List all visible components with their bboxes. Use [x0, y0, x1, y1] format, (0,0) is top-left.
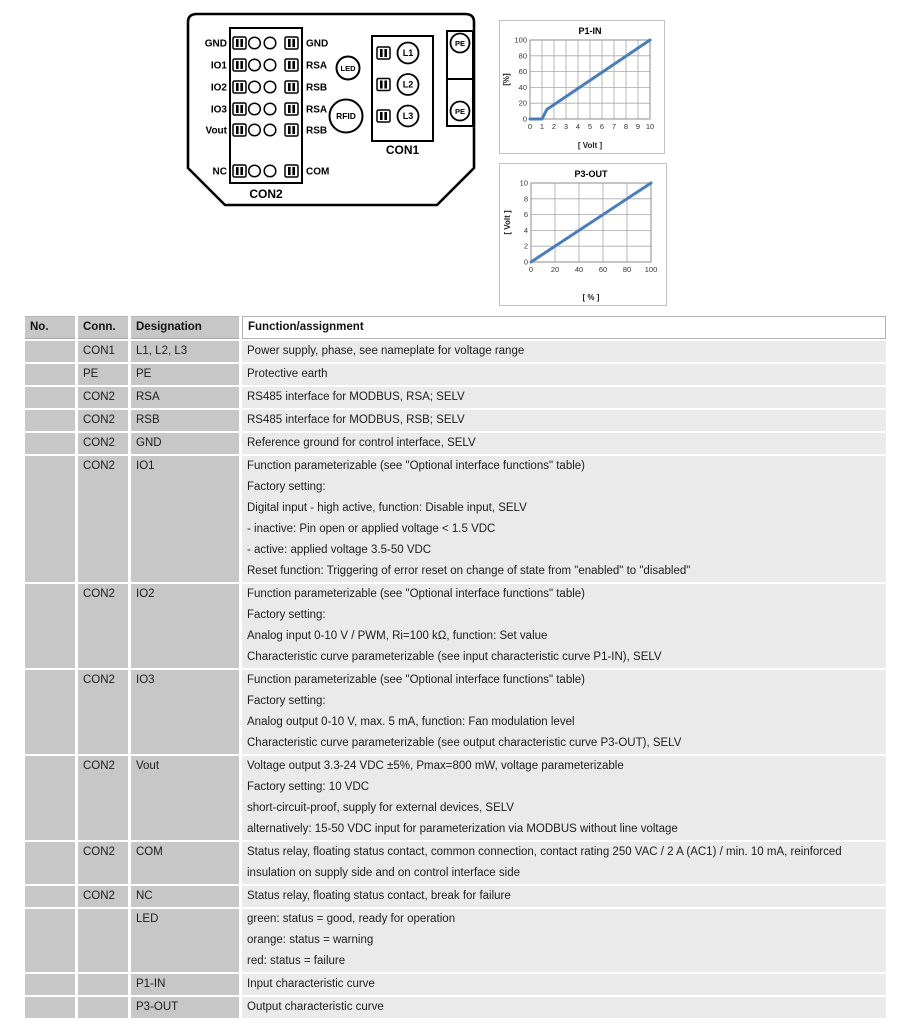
cell-designation: Vout — [131, 756, 239, 840]
con2-right-label: COM — [306, 166, 330, 178]
col-header-designation: Designation — [131, 316, 239, 339]
con2-left-label: IO3 — [210, 104, 227, 116]
function-line: Analog input 0-10 V / PWM, Ri=100 kΩ, function: Set value — [247, 630, 548, 642]
col-header-conn: Conn. — [78, 316, 128, 339]
cell-no — [25, 670, 75, 754]
x-tick-label: 4 — [575, 122, 581, 131]
cell-no — [25, 909, 75, 972]
x-tick-label: 6 — [599, 122, 605, 131]
function-line: short-circuit-proof, supply for external devices, SELV — [247, 802, 514, 814]
function-line: green: status = good, ready for operation — [247, 913, 456, 925]
led-label: LED — [340, 63, 356, 73]
cell-no — [25, 387, 75, 408]
chart-title: P1-IN — [578, 26, 602, 36]
x-tick-label: 20 — [550, 265, 560, 274]
function-line: red: status = failure — [247, 955, 346, 967]
connection-diagram — [186, 12, 476, 210]
cell-designation: IO2 — [131, 584, 239, 668]
connection-table — [25, 316, 886, 1020]
cell-no — [25, 584, 75, 668]
cell-function — [242, 997, 886, 1018]
x-tick-label: 8 — [623, 122, 629, 131]
table-row — [25, 364, 886, 385]
cell-no — [25, 341, 75, 362]
table-row — [25, 433, 886, 454]
curve-line — [531, 183, 651, 262]
function-line: Characteristic curve parameterizable (see input characteristic curve P1-IN), SELV — [247, 651, 662, 663]
chart-svg-p3-out — [500, 164, 666, 305]
y-tick-label: 0 — [523, 257, 528, 267]
cell-conn: PE — [78, 364, 128, 385]
x-axis-label: [ Volt ] — [577, 141, 603, 150]
con2-right-label: RSB — [306, 125, 328, 137]
cell-designation: IO1 — [131, 456, 239, 582]
x-tick-label: 0 — [528, 265, 534, 274]
cell-function — [242, 364, 886, 385]
table-row — [25, 410, 886, 431]
cell-conn: CON2 — [78, 670, 128, 754]
function-line: Factory setting: — [247, 481, 326, 493]
table-row — [25, 756, 886, 840]
cell-no — [25, 842, 75, 884]
cell-conn — [78, 997, 128, 1018]
cell-function — [242, 886, 886, 907]
chart-p3-out — [499, 163, 667, 306]
x-tick-label: 10 — [645, 122, 655, 131]
y-axis-label: [ Volt ] — [503, 210, 512, 235]
table-row — [25, 670, 886, 754]
x-tick-label: 100 — [644, 265, 658, 274]
cell-designation: LED — [131, 909, 239, 972]
con2-right-label: RSA — [306, 60, 328, 72]
cell-conn: CON2 — [78, 456, 128, 582]
cell-designation: COM — [131, 842, 239, 884]
function-line: Reset function: Triggering of error reset on change of state from "enabled" to "disabled" — [247, 565, 691, 577]
table-header-row — [25, 316, 886, 339]
y-tick-label: 4 — [523, 225, 528, 235]
table-row — [25, 909, 886, 972]
table-row — [25, 387, 886, 408]
cell-conn: CON1 — [78, 341, 128, 362]
table-body — [25, 341, 886, 1018]
cell-designation: IO3 — [131, 670, 239, 754]
cell-no — [25, 997, 75, 1018]
x-axis-label: [ % ] — [582, 293, 600, 302]
y-tick-label: 40 — [518, 82, 527, 92]
x-tick-label: 3 — [563, 122, 569, 131]
cell-function — [242, 410, 886, 431]
function-line: Protective earth — [247, 368, 328, 380]
cell-no — [25, 456, 75, 582]
function-line: Analog output 0-10 V, max. 5 mA, function: Fan modulation level — [247, 716, 575, 728]
y-tick-label: 8 — [523, 194, 528, 204]
cell-function — [242, 341, 886, 362]
x-tick-label: 1 — [539, 122, 545, 131]
x-tick-label: 5 — [587, 122, 593, 131]
function-line: - active: applied voltage 3.5-50 VDC — [247, 544, 432, 556]
pe-label-top: PE — [454, 38, 466, 48]
cell-designation: GND — [131, 433, 239, 454]
cell-function — [242, 456, 886, 582]
cell-designation: RSB — [131, 410, 239, 431]
cell-designation: PE — [131, 364, 239, 385]
con2-left-label: GND — [204, 38, 227, 50]
x-tick-label: 9 — [635, 122, 641, 131]
cell-no — [25, 886, 75, 907]
table-row — [25, 341, 886, 362]
cell-function — [242, 433, 886, 454]
function-line: RS485 interface for MODBUS, RSB; SELV — [247, 414, 465, 426]
col-header-function: Function/assignment — [242, 316, 886, 339]
chart-title: P3-OUT — [574, 169, 608, 179]
cell-conn: CON2 — [78, 756, 128, 840]
table-row — [25, 584, 886, 668]
x-tick-label: 60 — [598, 265, 608, 274]
function-line: Output characteristic curve — [247, 1001, 384, 1013]
function-line: Factory setting: — [247, 695, 326, 707]
y-tick-label: 60 — [518, 67, 527, 77]
table-row — [25, 842, 886, 884]
cell-conn — [78, 909, 128, 972]
function-line: Factory setting: — [247, 609, 326, 621]
rfid-label: RFID — [336, 111, 356, 121]
function-line: alternatively: 15-50 VDC input for parameterization via MODBUS without line voltage — [247, 823, 678, 835]
con2-label: CON2 — [249, 187, 283, 201]
connection-diagram-svg — [186, 12, 476, 210]
cell-designation: P3-OUT — [131, 997, 239, 1018]
con2-left-label: NC — [212, 166, 227, 178]
col-header-no: No. — [25, 316, 75, 339]
cell-conn: CON2 — [78, 584, 128, 668]
x-tick-label: 40 — [574, 265, 584, 274]
function-line: Function parameterizable (see "Optional interface functions" table) — [247, 674, 586, 686]
cell-function — [242, 974, 886, 995]
x-tick-label: 2 — [551, 122, 557, 131]
cell-function — [242, 670, 886, 754]
phase-label: L2 — [402, 79, 414, 90]
con1-terminal-rows — [377, 43, 419, 127]
function-line: Voltage output 3.3-24 VDC ±5%, Pmax=800 mW, voltage parameterizable — [247, 760, 624, 772]
cell-conn — [78, 974, 128, 995]
phase-label: L3 — [402, 111, 414, 122]
cell-function — [242, 387, 886, 408]
cell-designation: L1, L2, L3 — [131, 341, 239, 362]
function-line: Digital input - high active, function: Disable input, SELV — [247, 502, 527, 514]
table-row — [25, 974, 886, 995]
y-tick-label: 80 — [518, 51, 527, 61]
cell-function — [242, 909, 886, 972]
cell-conn: CON2 — [78, 842, 128, 884]
x-tick-label: 7 — [611, 122, 617, 131]
cell-conn: CON2 — [78, 886, 128, 907]
function-line: RS485 interface for MODBUS, RSA; SELV — [247, 391, 465, 403]
cell-no — [25, 974, 75, 995]
cell-function — [242, 584, 886, 668]
cell-no — [25, 410, 75, 431]
cell-designation: RSA — [131, 387, 239, 408]
cell-function — [242, 756, 886, 840]
table-row — [25, 886, 886, 907]
chart-svg-p1-in — [500, 21, 664, 153]
con2-right-label: GND — [306, 38, 329, 50]
cell-designation: NC — [131, 886, 239, 907]
phase-label: L1 — [402, 48, 414, 59]
function-line: - inactive: Pin open or applied voltage < 1.5 VDC — [247, 523, 496, 535]
cell-conn: CON2 — [78, 433, 128, 454]
y-axis-label: [%] — [502, 73, 511, 86]
function-line: Function parameterizable (see "Optional interface functions" table) — [247, 460, 586, 472]
y-tick-label: 10 — [519, 178, 528, 188]
function-line: Characteristic curve parameterizable (see output characteristic curve P3-OUT), SELV — [247, 737, 682, 749]
cell-function — [242, 842, 886, 884]
cell-no — [25, 756, 75, 840]
cell-no — [25, 364, 75, 385]
con2-right-label: RSA — [306, 104, 328, 116]
con2-left-label: IO1 — [210, 60, 227, 72]
function-line: Status relay, floating status contact, break for failure — [247, 890, 511, 902]
con1-label: CON1 — [385, 143, 420, 157]
cell-no — [25, 433, 75, 454]
function-line: orange: status = warning — [247, 934, 374, 946]
chart-p1-in — [499, 20, 665, 154]
table-row — [25, 456, 886, 582]
y-tick-label: 0 — [522, 114, 527, 124]
function-line: Input characteristic curve — [247, 978, 375, 990]
cell-conn: CON2 — [78, 410, 128, 431]
y-tick-label: 2 — [523, 241, 528, 251]
function-line: Power supply, phase, see nameplate for voltage range — [247, 345, 525, 357]
x-tick-label: 80 — [622, 265, 632, 274]
x-tick-label: 0 — [527, 122, 533, 131]
function-line: Reference ground for control interface, SELV — [247, 437, 476, 449]
y-tick-label: 6 — [523, 210, 528, 220]
y-tick-label: 20 — [518, 98, 527, 108]
cell-designation: P1-IN — [131, 974, 239, 995]
function-line: Status relay, floating status contact, common connection, contact rating 250 VAC / 2 A (AC1) / min. 10 mA, reinforced insulation on supply side and on control interface side — [247, 846, 842, 879]
cell-conn: CON2 — [78, 387, 128, 408]
y-tick-label: 100 — [514, 35, 527, 45]
pe-label-bottom: PE — [454, 106, 466, 116]
function-line: Factory setting: 10 VDC — [247, 781, 370, 793]
function-line: Function parameterizable (see "Optional interface functions" table) — [247, 588, 586, 600]
table-row — [25, 997, 886, 1018]
con2-right-label: RSB — [306, 82, 328, 94]
con2-left-label: Vout — [205, 125, 227, 137]
con2-left-label: IO2 — [210, 82, 227, 94]
